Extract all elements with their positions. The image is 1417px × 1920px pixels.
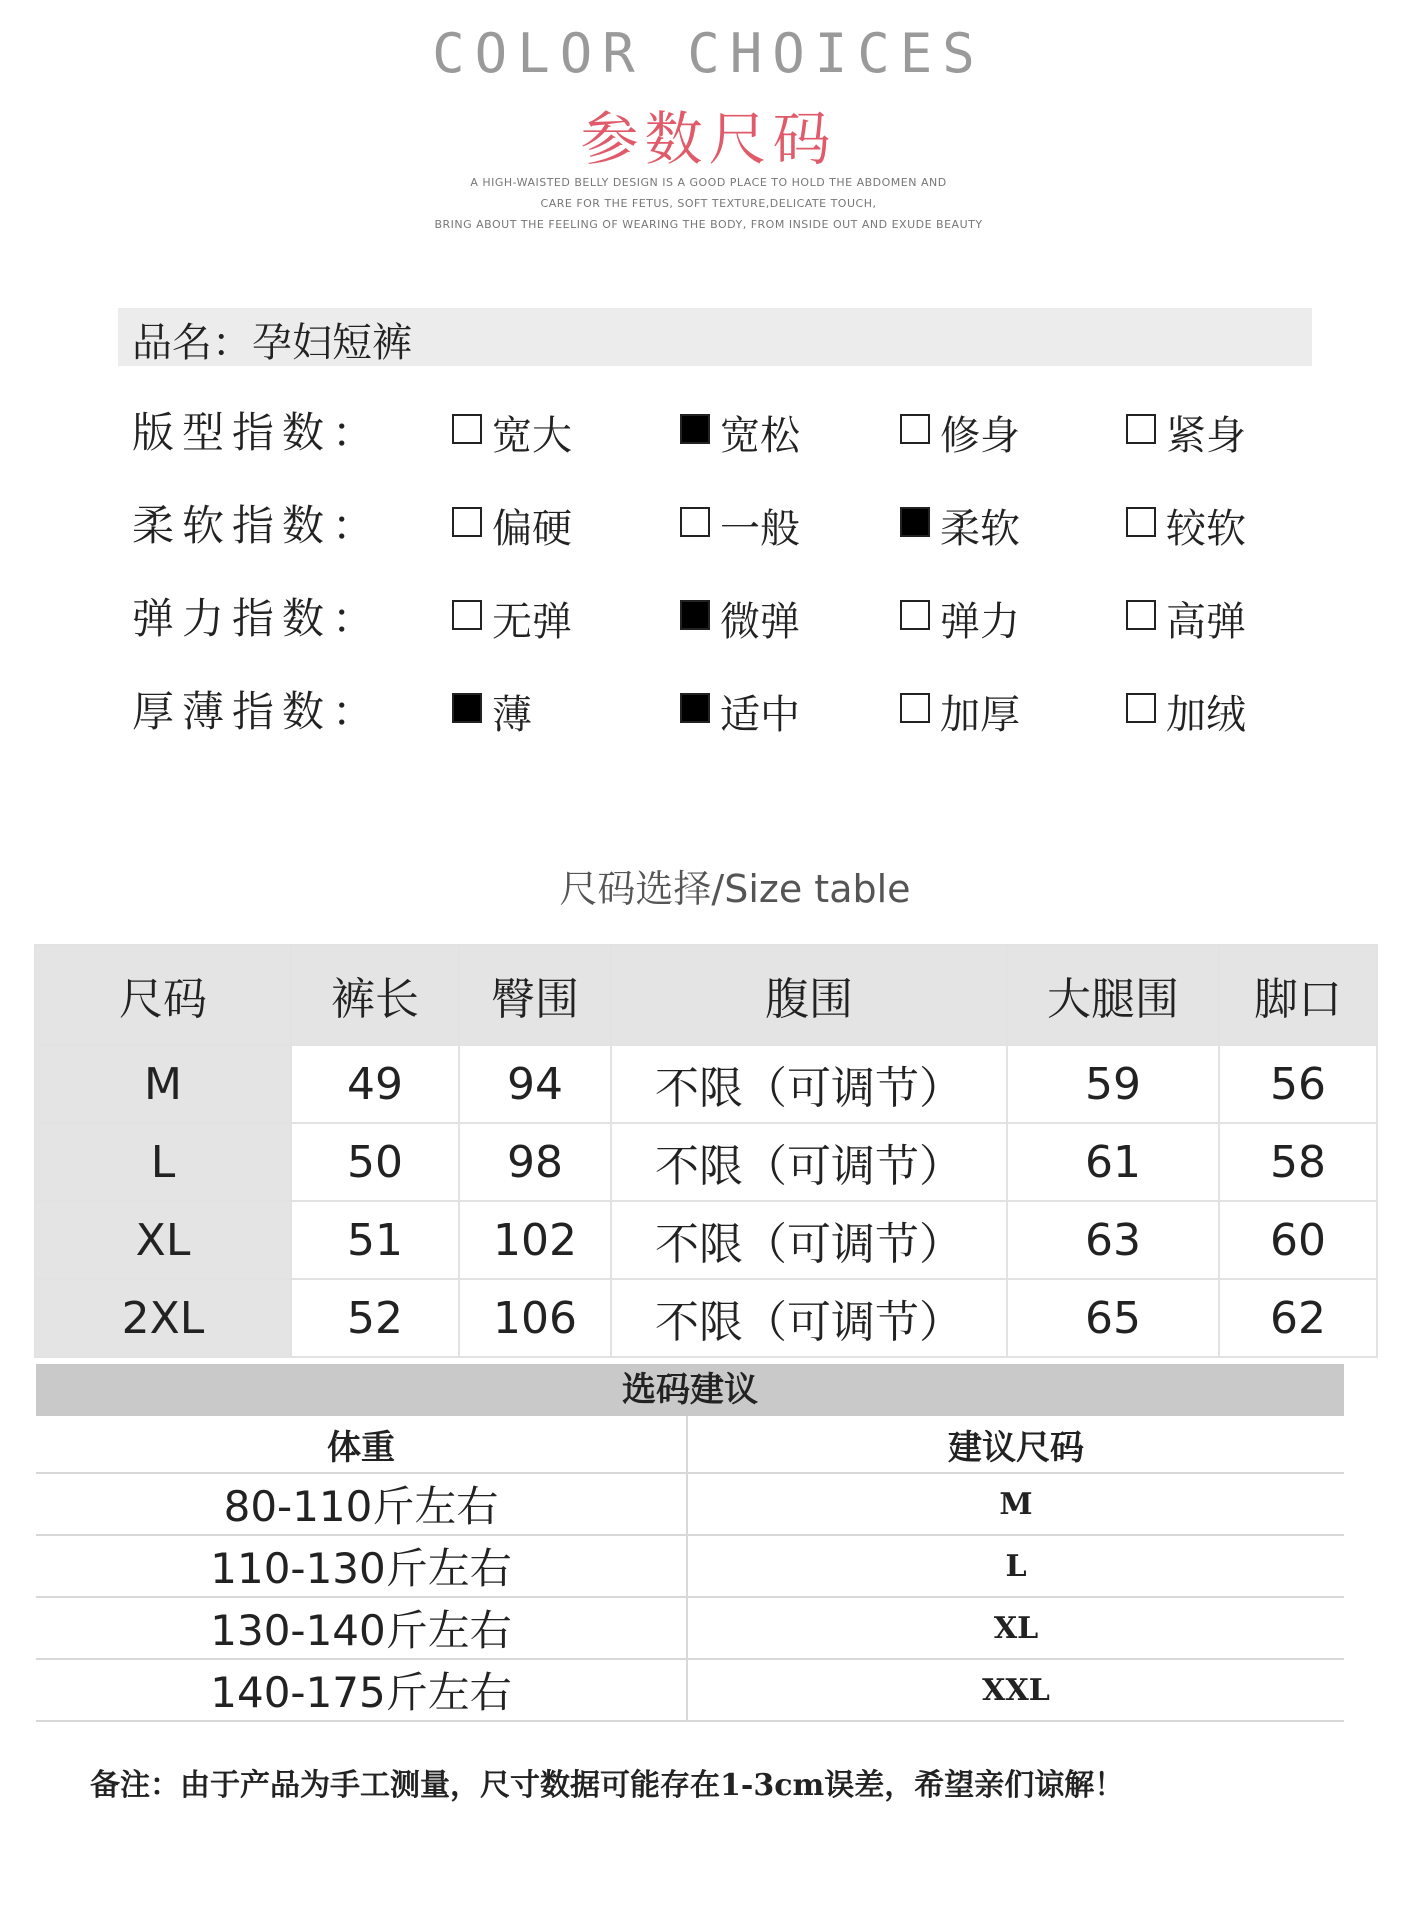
unchecked-box-icon <box>1126 693 1156 723</box>
index-option-label: 宽松 <box>720 413 800 459</box>
weight-cell: 130-140斤左右 <box>36 1597 687 1659</box>
suggested-size-cell: M <box>687 1473 1344 1535</box>
index-option-label: 适中 <box>720 692 800 738</box>
unchecked-box-icon <box>452 507 482 537</box>
header-cell: 臀围 <box>459 945 611 1045</box>
measurement-cell: 63 <box>1007 1201 1219 1279</box>
tagline-line-1: A HIGH-WAISTED BELLY DESIGN IS A GOOD PLACE TO HOLD THE ABDOMEN AND <box>470 176 947 189</box>
unchecked-box-icon <box>452 414 482 444</box>
suggestion-header-row <box>36 1416 1344 1473</box>
size-row <box>35 1279 1377 1357</box>
unchecked-box-icon <box>1126 414 1156 444</box>
size-row <box>35 1045 1377 1123</box>
checked-box-icon <box>452 693 482 723</box>
size-cell: M <box>35 1045 291 1123</box>
size-cell: XL <box>35 1201 291 1279</box>
index-row <box>0 586 1417 646</box>
measurement-cell: 51 <box>291 1201 459 1279</box>
suggestion-row <box>36 1659 1344 1721</box>
size-row <box>35 1201 1377 1279</box>
index-row <box>0 400 1417 460</box>
size-table <box>34 944 1378 1358</box>
measurement-cell: 不限（可调节） <box>611 1045 1007 1123</box>
size-cell: L <box>35 1123 291 1201</box>
index-option-label: 薄 <box>492 692 532 738</box>
index-label: 弹力指数： <box>132 594 383 643</box>
measurement-cell: 49 <box>291 1045 459 1123</box>
checked-box-icon <box>680 414 710 444</box>
tagline-line-2: CARE FOR THE FETUS, SOFT TEXTURE,DELICATE TOUCH, <box>540 197 877 210</box>
index-row <box>0 679 1417 739</box>
size-table-title: 尺码选择/Size table <box>559 867 911 911</box>
index-option-label: 较软 <box>1166 506 1246 552</box>
unchecked-box-icon <box>1126 600 1156 630</box>
measurement-cell: 62 <box>1219 1279 1377 1357</box>
size-cell: 2XL <box>35 1279 291 1357</box>
measurement-cell: 不限（可调节） <box>611 1279 1007 1357</box>
index-option-label: 弹力 <box>940 599 1020 645</box>
header-cell: 体重 <box>36 1416 687 1473</box>
measurement-cell: 52 <box>291 1279 459 1357</box>
measurement-cell: 106 <box>459 1279 611 1357</box>
suggested-size-cell: XXL <box>687 1659 1344 1721</box>
measurement-cell: 59 <box>1007 1045 1219 1123</box>
index-option-label: 高弹 <box>1166 599 1246 645</box>
size-table-header-row <box>35 945 1377 1045</box>
measurement-cell: 50 <box>291 1123 459 1201</box>
header-cell: 裤长 <box>291 945 459 1045</box>
index-label: 柔软指数： <box>132 501 383 550</box>
weight-cell: 80-110斤左右 <box>36 1473 687 1535</box>
measurement-cell: 56 <box>1219 1045 1377 1123</box>
measurement-cell: 不限（可调节） <box>611 1123 1007 1201</box>
index-option-label: 紧身 <box>1166 413 1246 459</box>
header-cell: 腹围 <box>611 945 1007 1045</box>
unchecked-box-icon <box>900 600 930 630</box>
measurement-cell: 不限（可调节） <box>611 1201 1007 1279</box>
index-option-label: 宽大 <box>492 413 572 459</box>
measurement-cell: 102 <box>459 1201 611 1279</box>
unchecked-box-icon <box>900 693 930 723</box>
weight-cell: 140-175斤左右 <box>36 1659 687 1721</box>
suggestion-row <box>36 1597 1344 1659</box>
header-cell: 大腿围 <box>1007 945 1219 1045</box>
unchecked-box-icon <box>680 507 710 537</box>
checked-box-icon <box>680 693 710 723</box>
header-title-cn: 参数尺码 <box>580 105 837 173</box>
measurement-cell: 58 <box>1219 1123 1377 1201</box>
checked-box-icon <box>680 600 710 630</box>
size-row <box>35 1123 1377 1201</box>
suggestion-row <box>36 1535 1344 1597</box>
index-option-label: 加绒 <box>1166 692 1246 738</box>
footnote: 备注：由于产品为手工测量，尺寸数据可能存在1-3cm误差，希望亲们谅解！ <box>90 1768 1125 1803</box>
suggested-size-cell: L <box>687 1535 1344 1597</box>
measurement-cell: 65 <box>1007 1279 1219 1357</box>
suggestion-title: 选码建议 <box>36 1364 1344 1416</box>
index-option-label: 偏硬 <box>492 506 572 552</box>
tagline-line-3: BRING ABOUT THE FEELING OF WEARING THE BODY, FROM INSIDE OUT AND EXUDE BEAUTY <box>434 218 983 231</box>
measurement-cell: 94 <box>459 1045 611 1123</box>
header-cell: 建议尺码 <box>687 1416 1344 1473</box>
index-option-label: 微弹 <box>720 599 800 645</box>
measurement-cell: 60 <box>1219 1201 1377 1279</box>
measurement-cell: 98 <box>459 1123 611 1201</box>
index-label: 版型指数： <box>132 408 383 457</box>
header-title-en: COLOR CHOICES <box>432 22 985 85</box>
index-option-label: 修身 <box>940 413 1020 459</box>
suggested-size-cell: XL <box>687 1597 1344 1659</box>
weight-cell: 110-130斤左右 <box>36 1535 687 1597</box>
checked-box-icon <box>900 507 930 537</box>
unchecked-box-icon <box>452 600 482 630</box>
header-cell: 脚口 <box>1219 945 1377 1045</box>
suggestion-table <box>36 1416 1344 1722</box>
unchecked-box-icon <box>900 414 930 444</box>
unchecked-box-icon <box>1126 507 1156 537</box>
index-option-label: 柔软 <box>940 506 1020 552</box>
product-name: 品名：孕妇短裤 <box>132 320 412 366</box>
measurement-cell: 61 <box>1007 1123 1219 1201</box>
index-option-label: 无弹 <box>492 599 572 645</box>
index-option-label: 一般 <box>720 506 800 552</box>
index-label: 厚薄指数： <box>132 687 383 736</box>
index-row <box>0 493 1417 553</box>
header-cell: 尺码 <box>35 945 291 1045</box>
suggestion-row <box>36 1473 1344 1535</box>
index-option-label: 加厚 <box>940 692 1020 738</box>
